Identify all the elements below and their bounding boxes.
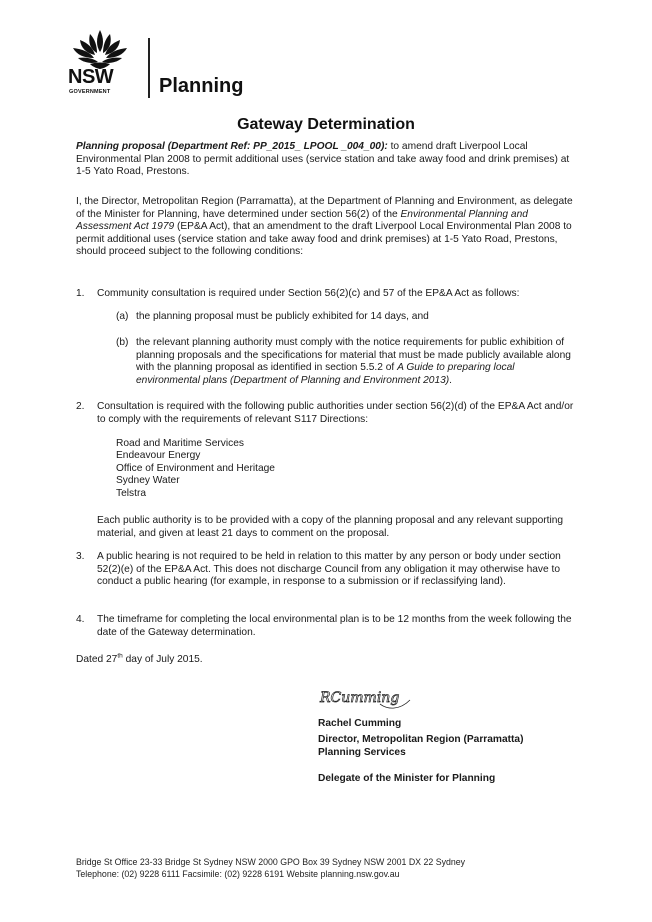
department-name: Planning: [159, 75, 244, 97]
proposal-description: to amend draft Liverpool Local Environmental Plan 2008 to permit additional uses (service station and take away food and drink premises) at 1-5 Yato Road, Prestons.: [76, 141, 570, 178]
condition-3-text: A public hearing is not required to be held in relation to this matter by any person or body under section 52(2)(e) of the EP&A Act. This does not discharge Council from any obligation it may otherwise have to conduct a public hearing (for example, in response to a submission or if reclassifying land).: [97, 551, 561, 588]
nsw-government-logo: [68, 28, 158, 98]
signatory-division: Planning Services: [318, 747, 406, 758]
logo-government-label: GOVERNMENT: [69, 89, 111, 95]
condition-1b-label: (b): [116, 337, 129, 348]
waratah-icon: [70, 28, 130, 70]
signature-text: RCumming: [320, 690, 400, 706]
date-suffix: th: [117, 652, 123, 660]
document-title: Gateway Determination: [237, 116, 415, 133]
condition-1b-body: the relevant planning authority must comply with the notice requirements for public exhibition of planning proposals and the specifications for material that must be made publicly available along with the planning proposal as identified in section 5.5.2 of: [136, 337, 571, 374]
condition-1b-text: [136, 337, 576, 387]
condition-1-text: Community consultation is required under Section 56(2)(c) and 57 of the EP&A Act as follows:: [97, 288, 520, 299]
signatory-role: Director, Metropolitan Region (Parramatta): [318, 734, 524, 745]
act-name: Environmental Planning and Assessment Act 1979: [76, 208, 528, 233]
authority-item: Sydney Water: [116, 475, 180, 487]
authority-item: Office of Environment and Heritage: [116, 462, 275, 474]
condition-1a-label: (a): [116, 311, 129, 322]
footer-address: Bridge St Office 23-33 Bridge St Sydney NSW 2000 GPO Box 39 Sydney NSW 2001 DX 22 Sydney: [76, 857, 466, 867]
authority-item: Telstra: [116, 487, 147, 499]
condition-3-number: 3.: [76, 551, 85, 562]
planning-proposal-paragraph: [76, 141, 576, 179]
authority-item: Endeavour Energy: [116, 450, 201, 462]
handwritten-signature: [318, 680, 428, 714]
date-prefix: Dated 27: [76, 654, 118, 665]
logo-wordmark: NSW: [68, 66, 114, 88]
footer-contact: Telephone: (02) 9228 6111 Facsimile: (02) 9228 6191 Website planning.nsw.gov.au: [76, 869, 400, 879]
condition-1-number: 1.: [76, 288, 85, 299]
condition-4-number: 4.: [76, 614, 85, 625]
determination-paragraph: [76, 196, 576, 259]
condition-1a-text: the planning proposal must be publicly exhibited for 14 days, and: [136, 311, 429, 322]
condition-2-text: Consultation is required with the following public authorities under section 56(2)(d) of the EP&A Act and/or to comply with the requirements of relevant S117 Directions:: [97, 401, 574, 425]
determination-text-2: (EP&A Act), that an amendment to the draft Liverpool Local Environmental Plan 2008 to permit additional uses (service station and take away food and drink premises) at 1-5 Yato Road, Prestons, should proceed subject to the following conditions:: [76, 221, 572, 258]
condition-2-number: 2.: [76, 401, 85, 412]
condition-4-text: The timeframe for completing the local environmental plan is to be 12 months from the week following the date of the Gateway determination.: [97, 614, 572, 638]
date-rest: day of July 2015.: [122, 654, 203, 665]
signatory-name: Rachel Cumming: [318, 718, 402, 729]
authority-item: Road and Maritime Services: [116, 438, 244, 449]
logo-divider: [148, 38, 150, 98]
condition-2-closing: Each public authority is to be provided with a copy of the planning proposal and any relevant supporting material, and given at least 21 days to comment on the proposal.: [97, 515, 564, 539]
delegate-line: Delegate of the Minister for Planning: [318, 773, 496, 784]
date-line: [76, 654, 476, 667]
authority-list: [116, 438, 275, 500]
determination-text-1: I, the Director, Metropolitan Region (Parramatta), at the Department of Planning and Environment, as delegate of the Minister for Planning, have determined under section 56(2) of the: [76, 196, 573, 220]
proposal-reference: Planning proposal (Department Ref: PP_2015_ LPOOL _004_00):: [76, 141, 388, 152]
condition-1b-end: .: [449, 374, 453, 386]
guide-title: A Guide to preparing local environmental plans (Department of Planning and Environment 2013): [136, 362, 515, 386]
